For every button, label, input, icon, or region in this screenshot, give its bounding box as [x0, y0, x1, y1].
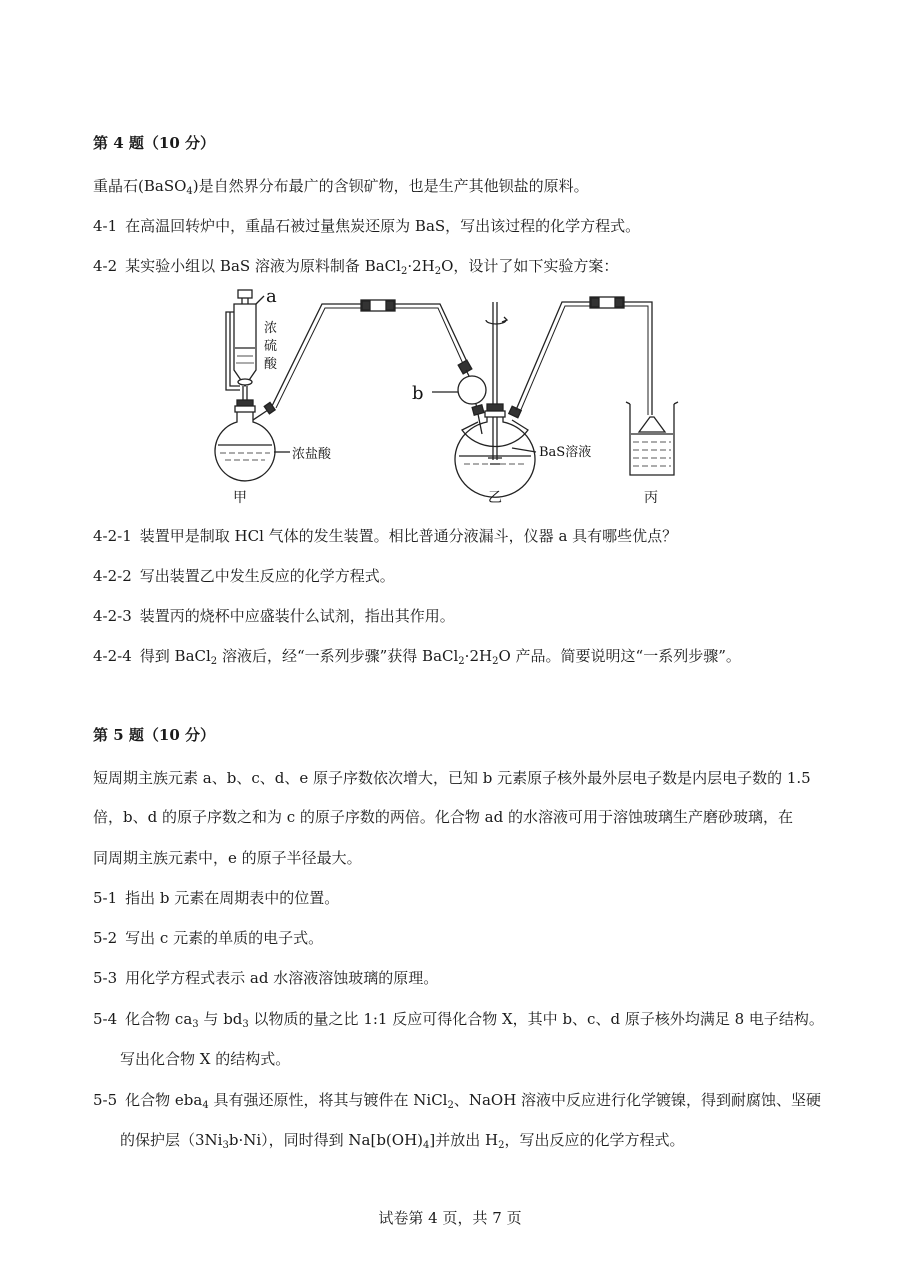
tube-yi-bing	[516, 302, 652, 415]
caption-jia: 甲	[233, 490, 247, 506]
q4-2-1: 4-2-1 装置甲是制取 HCl 气体的发生装置。相比普通分液漏斗，仪器 a 具有哪些优点？	[93, 527, 678, 545]
flask-jia	[215, 402, 275, 480]
q5-5-line2: 的保护层$(3Ni_3b\cdot Ni)$，同时得到 $Na[b(OH)_4]$并放出 $H_2$，写出反应的化学方程式。	[120, 1131, 685, 1151]
q4-2: 4-2 某实验小组以 BaS 溶液为原料制备 $BaCl_2\cdot 2H_2O$，设计了如下实验方案：	[93, 257, 619, 277]
apparatus-figure	[190, 282, 710, 507]
q5-5: 5-5 化合物 eba$_4$ 具有强还原性，将其与镀件在 NiCl$_2$、NaOH 溶液中反应进行化学镀镍，得到耐腐蚀、坚硬	[93, 1091, 822, 1111]
q4-intro: 重晶石(BaSO$_4$)是自然界分布最广的含钡矿物，也是生产其他钡盐的原料。	[93, 177, 589, 197]
tube-jia-yi	[272, 304, 468, 406]
q4-1: 4-1 在高温回转炉中，重晶石被过量焦炭还原为 BaS，写出该过程的化学方程式。	[93, 217, 641, 235]
q5-heading: 第 5 题（10 分）	[93, 726, 215, 744]
label-a: a	[266, 286, 277, 307]
q5-2: 5-2 写出 c 元素的单质的电子式。	[93, 929, 324, 947]
acid-char-1: 浓	[264, 321, 278, 336]
q4-2-3: 4-2-3 装置丙的烧杯中应盛装什么试剂，指出其作用。	[93, 607, 455, 625]
q4-heading: 第 4 题（10 分）	[93, 134, 215, 152]
q5-4: 5-4 化合物 $ca_3$ 与 $bd_3$ 以物质的量之比 1:1 反应可得化合物 X，其中 b、c、d 原子核外均满足 8 电子结构。	[93, 1010, 824, 1030]
q5-1: 5-1 指出 b 元素在周期表中的位置。	[93, 889, 340, 907]
label-b: b	[412, 383, 424, 404]
funnel-a	[226, 290, 256, 406]
hcl-label: 浓盐酸	[292, 447, 332, 462]
acid-char-2: 硫	[264, 339, 278, 354]
q5-4-line2: 写出化合物 X 的结构式。	[120, 1050, 291, 1068]
acid-char-3: 酸	[264, 357, 278, 372]
flask-yi	[455, 417, 535, 497]
q4-2-4: 4-2-4 得到 BaCl$_2$ 溶液后，经“一系列步骤”获得 $BaCl_2\cdot 2H_2O$ 产品。简要说明这“一系列步骤”。	[93, 647, 741, 667]
page-footer: 试卷第 4 页，共 7 页	[378, 1209, 522, 1227]
bas-label: BaS溶液	[539, 445, 592, 460]
stirrer	[486, 302, 507, 464]
q4-2-2: 4-2-2 写出装置乙中发生反应的化学方程式。	[93, 567, 395, 585]
caption-yi: 乙	[488, 490, 502, 506]
q5-intro-line3: 同周期主族元素中，e 的原子半径最大。	[93, 849, 362, 867]
q5-intro-line2: 倍，b、d 的原子序数之和为 c 的原子序数的两倍。化合物 ad 的水溶液可用于溶蚀玻璃生产磨砂玻璃，在	[93, 808, 793, 826]
caption-bing: 丙	[644, 490, 658, 506]
q5-3: 5-3 用化学方程式表示 ad 水溶液溶蚀玻璃的原理。	[93, 969, 439, 987]
q5-intro-line1: 短周期主族元素 a、b、c、d、e 原子序数依次增大，已知 b 元素原子核外最外层电子数是内层电子数的 1.5	[93, 769, 811, 787]
